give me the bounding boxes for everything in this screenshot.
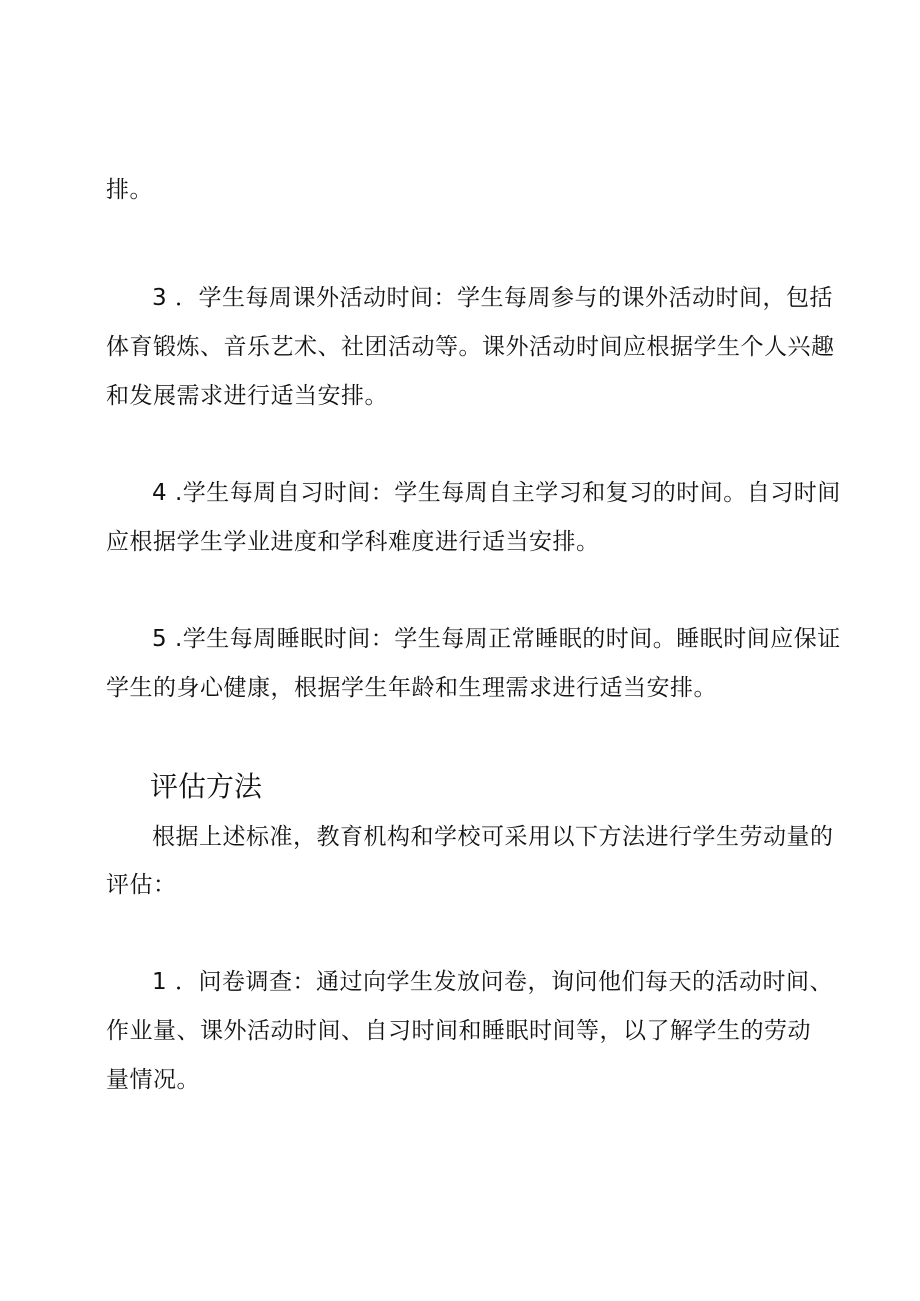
paragraph-line-6: 应根据学生学业进度和学科难度进行适当安排。 [106,529,600,555]
paragraph-line-10: 评估： [106,872,177,898]
section-heading: 评估方法 [150,770,263,803]
paragraph-line-5: 4 .学生每周自习时间：学生每周自主学习和复习的时间。自习时间 [152,480,841,506]
paragraph-line-9: 根据上述标准，教育机构和学校可采用以下方法进行学生劳动量的 [152,824,834,850]
paragraph-line-12: 作业量、课外活动时间、自习时间和睡眠时间等，以了解学生的劳动 [106,1018,811,1044]
paragraph-line-1: 排。 [106,177,153,203]
paragraph-line-7: 5 .学生每周睡眠时间：学生每周正常睡眠的时间。睡眠时间应保证 [152,626,841,652]
paragraph-line-3: 体育锻炼、音乐艺术、社团活动等。课外活动时间应根据学生个人兴趣 [106,334,835,360]
paragraph-line-8: 学生的身心健康，根据学生年龄和生理需求进行适当安排。 [106,675,717,701]
paragraph-line-11: 1 ．问卷调查：通过向学生发放问卷，询问他们每天的活动时间、 [152,969,833,995]
paragraph-line-2: 3 ．学生每周课外活动时间：学生每周参与的课外活动时间，包括 [152,285,833,311]
paragraph-line-4: 和发展需求进行适当安排。 [106,383,388,409]
paragraph-line-13: 量情况。 [106,1067,200,1093]
